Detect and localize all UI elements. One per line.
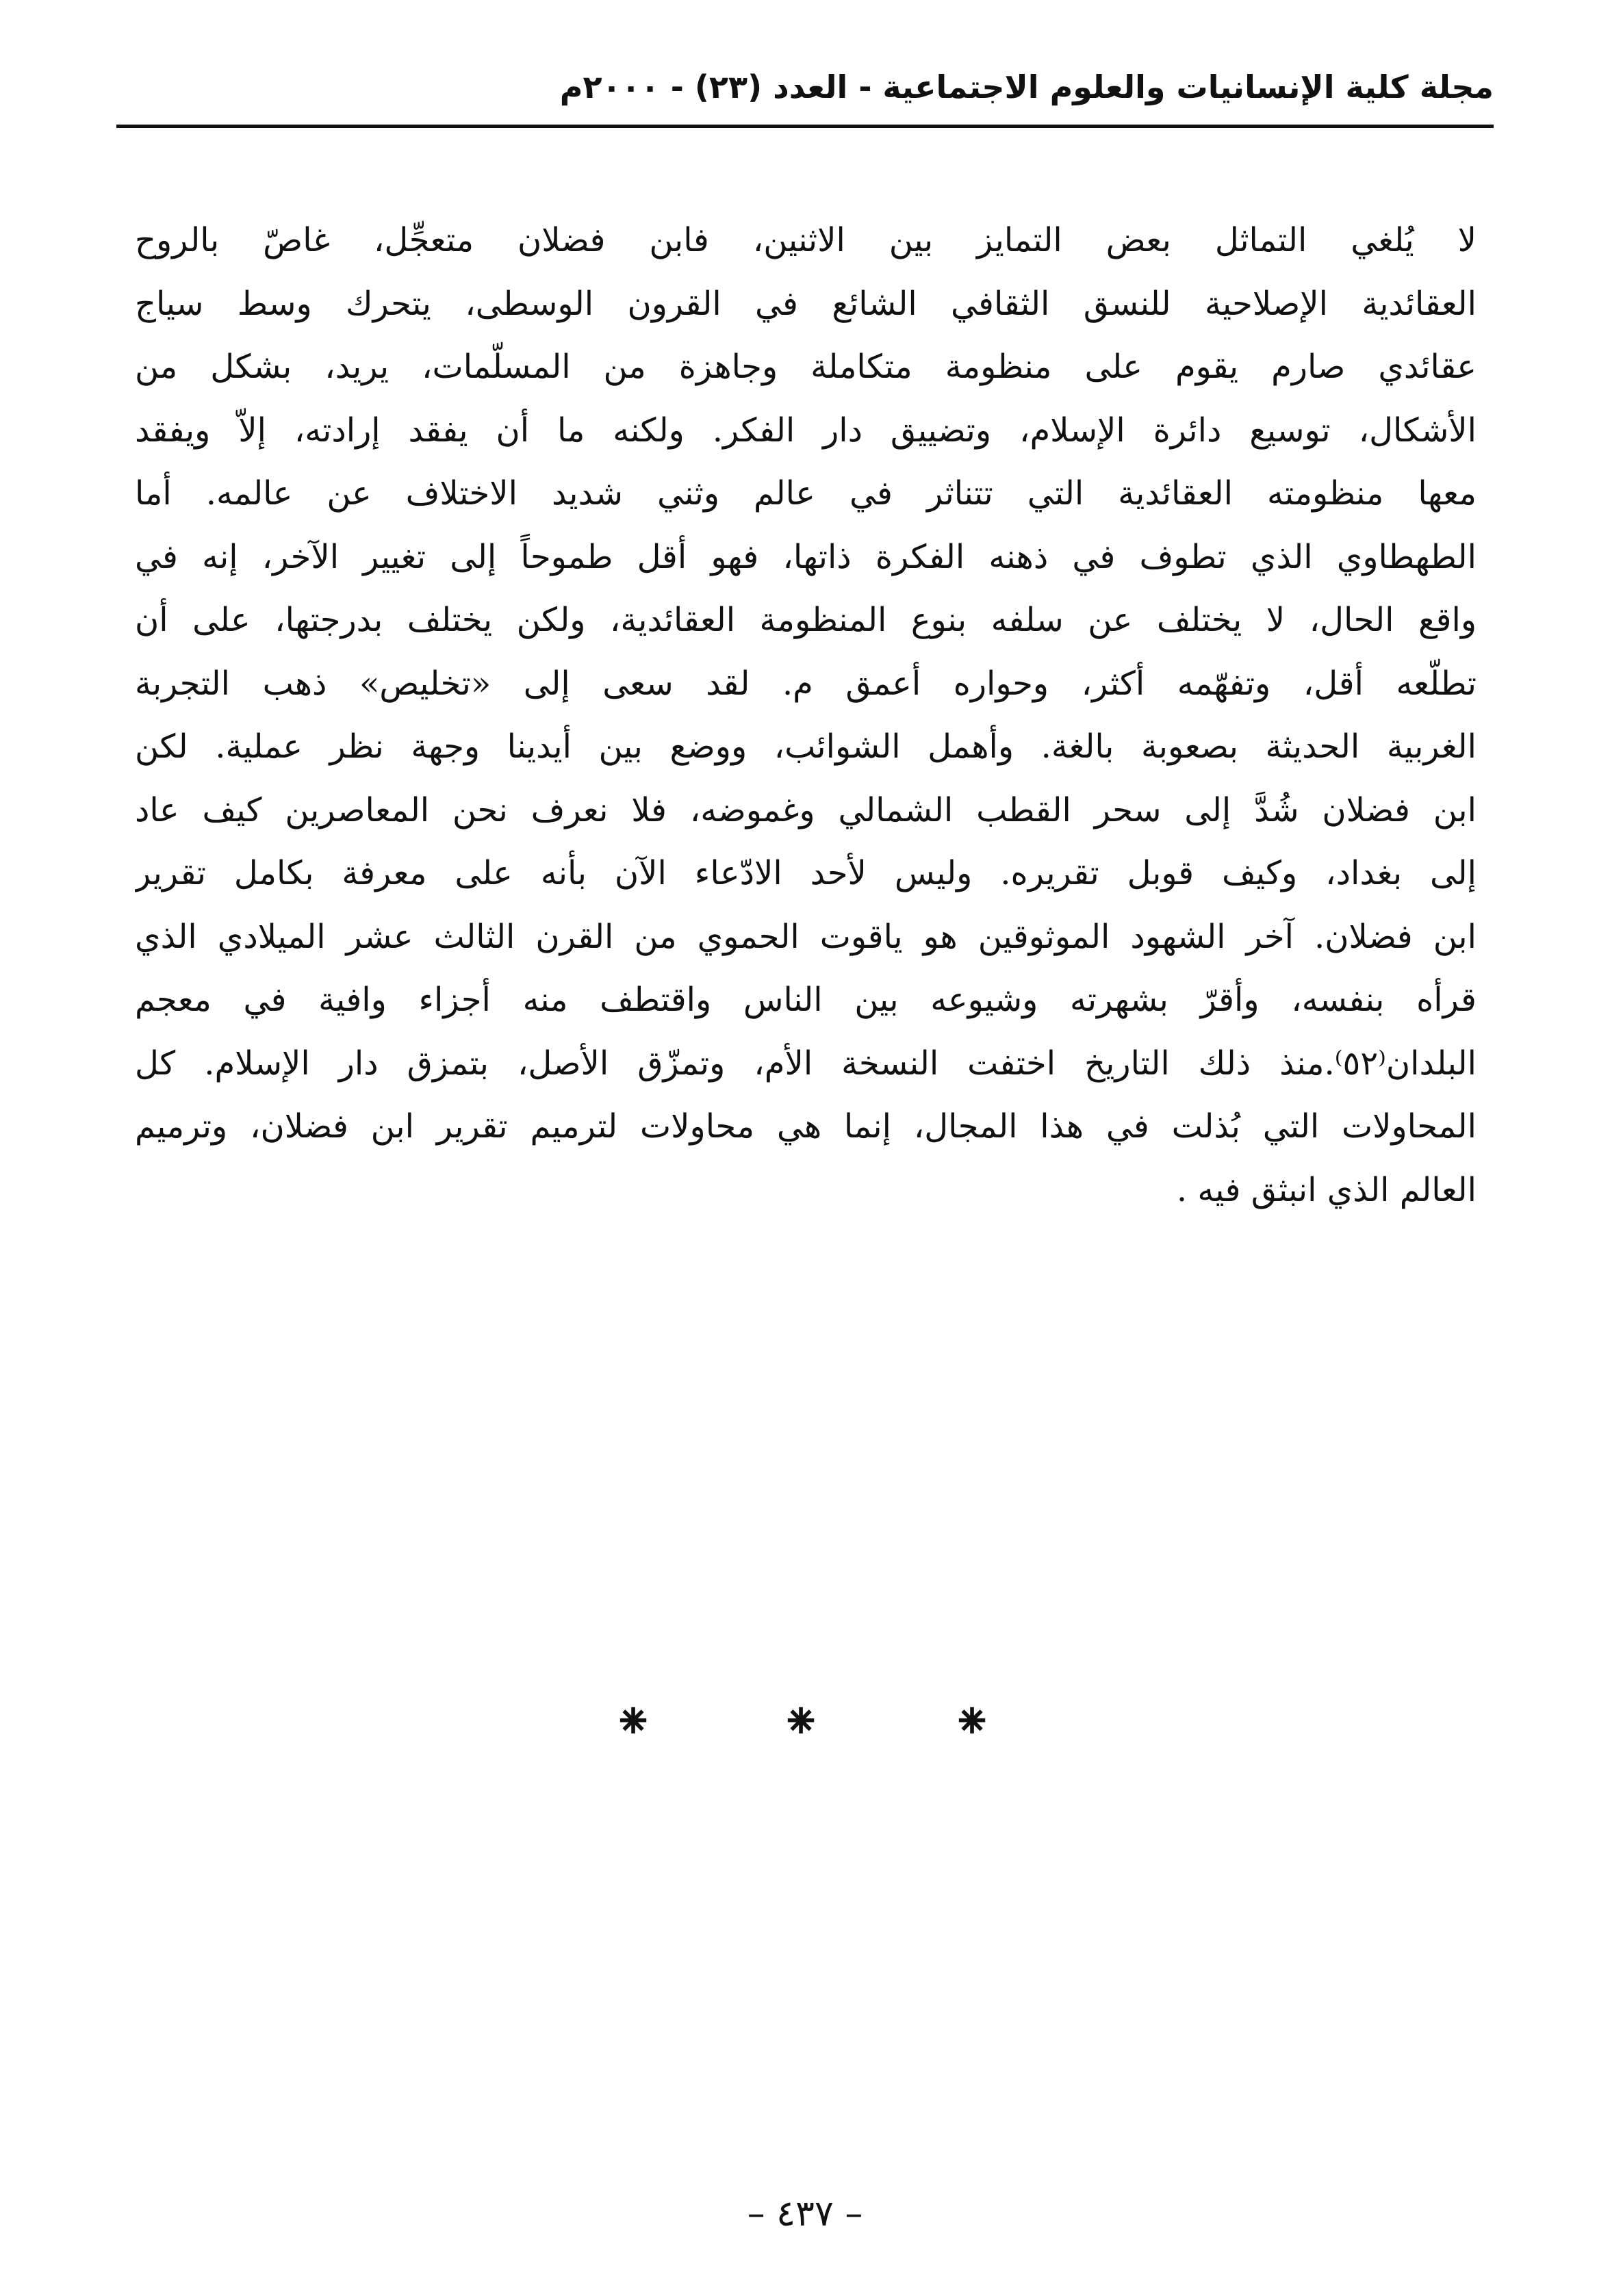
text-line: البلدان⁽٥٢⁾.منذ ذلك التاريخ اختفت النسخة الأم، وتمزّق الأصل، بتمزق دار الإسلام. كل <box>135 1044 1477 1083</box>
text-line: واقع الحال، لا يختلف عن سلفه بنوع المنظومة العقائدية، ولكن يختلف بدرجتها، على أن <box>135 601 1477 639</box>
section-separator <box>0 1690 1610 1772</box>
text-line-last: العالم الذي انبثق فيه . <box>1176 1170 1477 1209</box>
asterism-ornament-icon: ⁕ <box>612 1692 654 1750</box>
text-line: تطلّعه أقل، وتفهّمه أكثر، وحواره أعمق م. لقد سعى إلى «تخليص» ذهب التجربة <box>135 664 1477 703</box>
text-line: ابن فضلان شُدَّ إلى سحر القطب الشمالي وغموضه، فلا نعرف نحن المعاصرين كيف عاد <box>135 790 1477 829</box>
asterism-ornament-icon: ⁕ <box>951 1692 993 1750</box>
running-header <box>116 63 1494 128</box>
text-line: المحاولات التي بُذلت في هذا المجال، إنما هي محاولات لترميم تقرير ابن فضلان، وترميم <box>135 1107 1477 1146</box>
text-line: عقائدي صارم يقوم على منظومة متكاملة وجاهزة من المسلّمات، يريد، بشكل من <box>135 348 1477 386</box>
text-line: ابن فضلان. آخر الشهود الموثوقين هو ياقوت الحموي من القرن الثالث عشر الميلادي الذي <box>135 917 1477 956</box>
text-line: الغربية الحديثة بصعوبة بالغة. وأهمل الشوائب، ووضع بين أيدينا وجهة نظر عملية. لكن <box>135 727 1477 766</box>
text-line: لا يُلغي التماثل بعض التمايز بين الاثنين، فابن فضلان متعجِّل، غاصّ بالروح <box>135 221 1477 259</box>
text-line: إلى بغداد، وكيف قوبل تقريره. وليس لأحد الادّعاء الآن بأنه على معرفة بكامل تقرير <box>135 854 1477 892</box>
text-line: قرأه بنفسه، وأقرّ بشهرته وشيوعه بين الناس واقتطف منه أجزاء وافية في معجم <box>135 981 1477 1019</box>
text-line: معها منظومته العقائدية التي تتناثر في عالم وثني شديد الاختلاف عن عالمه. أما <box>135 474 1477 513</box>
body-text <box>135 209 1477 1222</box>
page-number: – ٤٣٧ – <box>747 2193 863 2234</box>
journal-title: مجلة كلية الإنسانيات والعلوم الاجتماعية - العدد (٢٣) - ٢٠٠٠م <box>559 68 1494 105</box>
text-line: الأشكال، توسيع دائرة الإسلام، وتضييق دار الفكر. ولكنه ما أن يفقد إرادته، إلاّ ويفقد <box>135 411 1477 450</box>
text-line: العقائدية الإصلاحية للنسق الثقافي الشائع في القرون الوسطى، يتحرك وسط سياج <box>135 284 1477 323</box>
text-line: الطهطاوي الذي تطوف في ذهنه الفكرة ذاتها، فهو أقل طموحاً إلى تغيير الآخر، إنه في <box>135 537 1477 576</box>
asterism-ornament-icon: ⁕ <box>780 1692 822 1750</box>
